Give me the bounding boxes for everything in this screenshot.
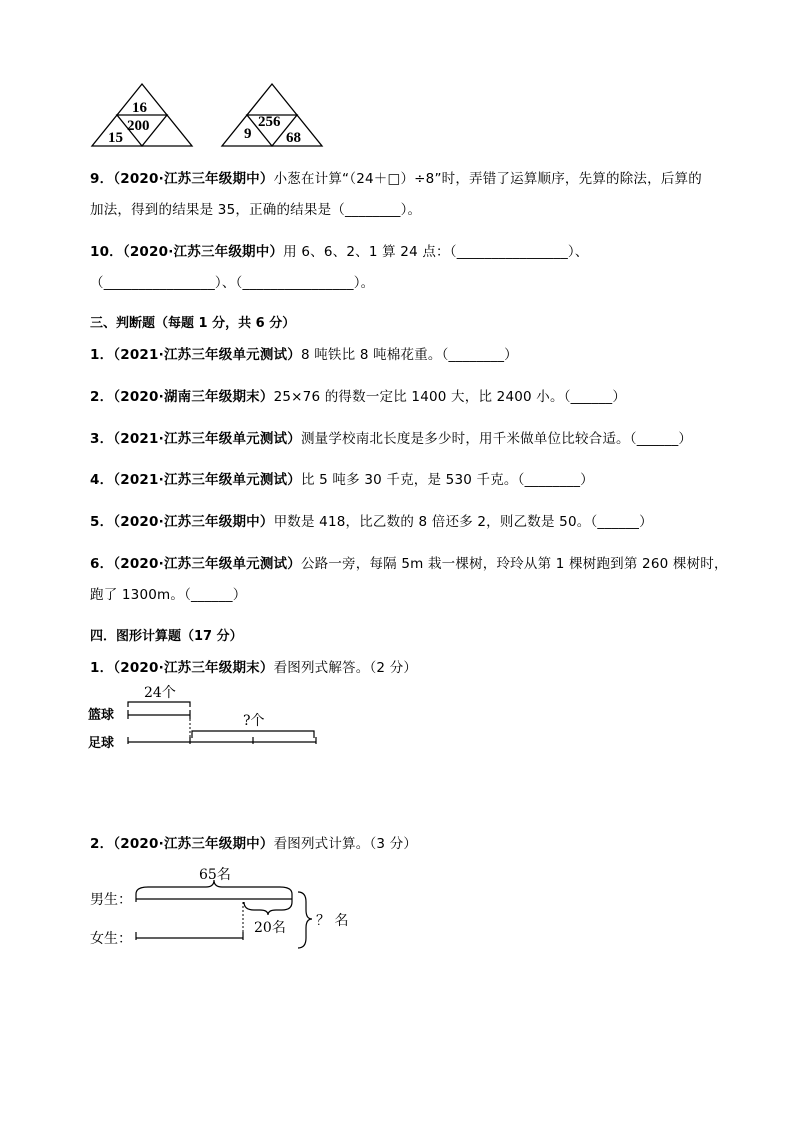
- tf-item-6: 6．（2020·江苏三年级单元测试）公路一旁，每隔 5m 栽一棵树，玲玲从第 1 棵树跑到第 260 棵树时，: [90, 556, 728, 572]
- question-9-line1: [90, 167, 702, 187]
- triangle-2-top: 256: [258, 114, 281, 130]
- question-10-line1: [90, 240, 589, 260]
- tf-item-1: 1．（2021·江苏三年级单元测试）8 吨铁比 8 吨棉花重。（________）: [90, 347, 518, 363]
- diagram-1-lines: [88, 682, 328, 752]
- calc-item-1: 1．（2020·江苏三年级期末）看图列式解答。（2 分）: [90, 660, 418, 676]
- triangle-1-center: 200: [127, 118, 150, 134]
- tf-item-3: 3．（2021·江苏三年级单元测试）测量学校南北长度是多少时，用千米做单位比较合适。（______）: [90, 431, 693, 447]
- tf-item-2: 2．（2020·湖南三年级期末）25×76 的得数一定比 1400 大，比 2400 小。（______）: [90, 389, 627, 405]
- triangle-2-right: 68: [286, 130, 301, 146]
- section-4-title: 四．图形计算题（17 分）: [90, 629, 243, 644]
- diagram-1-row1-label: 篮球: [88, 708, 115, 723]
- triangle-1-left: 15: [108, 130, 123, 146]
- question-10-source: （2020·江苏三年级期中）: [122, 244, 284, 260]
- question-10-text: 用 6、6、2、1 算 24 点：（________________）、: [283, 244, 589, 260]
- diagram-2-diff-label: 20名: [254, 920, 286, 936]
- triangle-1-top: 16: [132, 100, 147, 116]
- tf-item-6-line2: 跑了 1300m。（______）: [90, 587, 247, 603]
- diagram-2-row1-label: 男生：: [90, 892, 132, 908]
- tf-item-5: 5．（2020·江苏三年级期中）甲数是 418，比乙数的 8 倍还多 2，则乙数是 50。（______）: [90, 514, 653, 530]
- section-3-title: 三、判断题（每题 1 分，共 6 分）: [90, 316, 296, 331]
- question-9-text: 小葱在计算“（24＋□）÷8”时，弄错了运算顺序，先算的除法，后算的: [273, 171, 702, 187]
- diagram-1-right-label: ?个: [243, 713, 265, 729]
- tf-item-4: 4．（2021·江苏三年级单元测试）比 5 吨多 30 千克，是 530 千克。（________）: [90, 472, 594, 488]
- question-10-number: 10．: [90, 244, 123, 260]
- question-10-line2: （________________）、（________________）。: [90, 275, 375, 291]
- diagram-boys-girls: [88, 862, 358, 954]
- question-9-source: （2020·江苏三年级期中）: [113, 171, 274, 187]
- triangle-2-left: 9: [244, 126, 252, 142]
- diagram-2-total-label: ？ 名: [316, 913, 349, 929]
- diagram-2-row2-label: 女生：: [90, 931, 132, 947]
- diagram-1-row2-label: 足球: [88, 736, 115, 751]
- calc-item-2: 2．（2020·江苏三年级期中）看图列式计算。（3 分）: [90, 836, 418, 852]
- diagram-1-top-label: 24个: [144, 685, 176, 701]
- triangle-puzzle-1: [90, 82, 194, 148]
- question-9-line2: 加法，得到的结果是 35，正确的结果是（________）。: [90, 202, 422, 218]
- diagram-basketball-football: [88, 682, 328, 752]
- triangle-puzzle-2: [220, 82, 324, 148]
- question-9-number: 9．: [90, 171, 114, 187]
- diagram-2-top-label: 65名: [199, 867, 231, 883]
